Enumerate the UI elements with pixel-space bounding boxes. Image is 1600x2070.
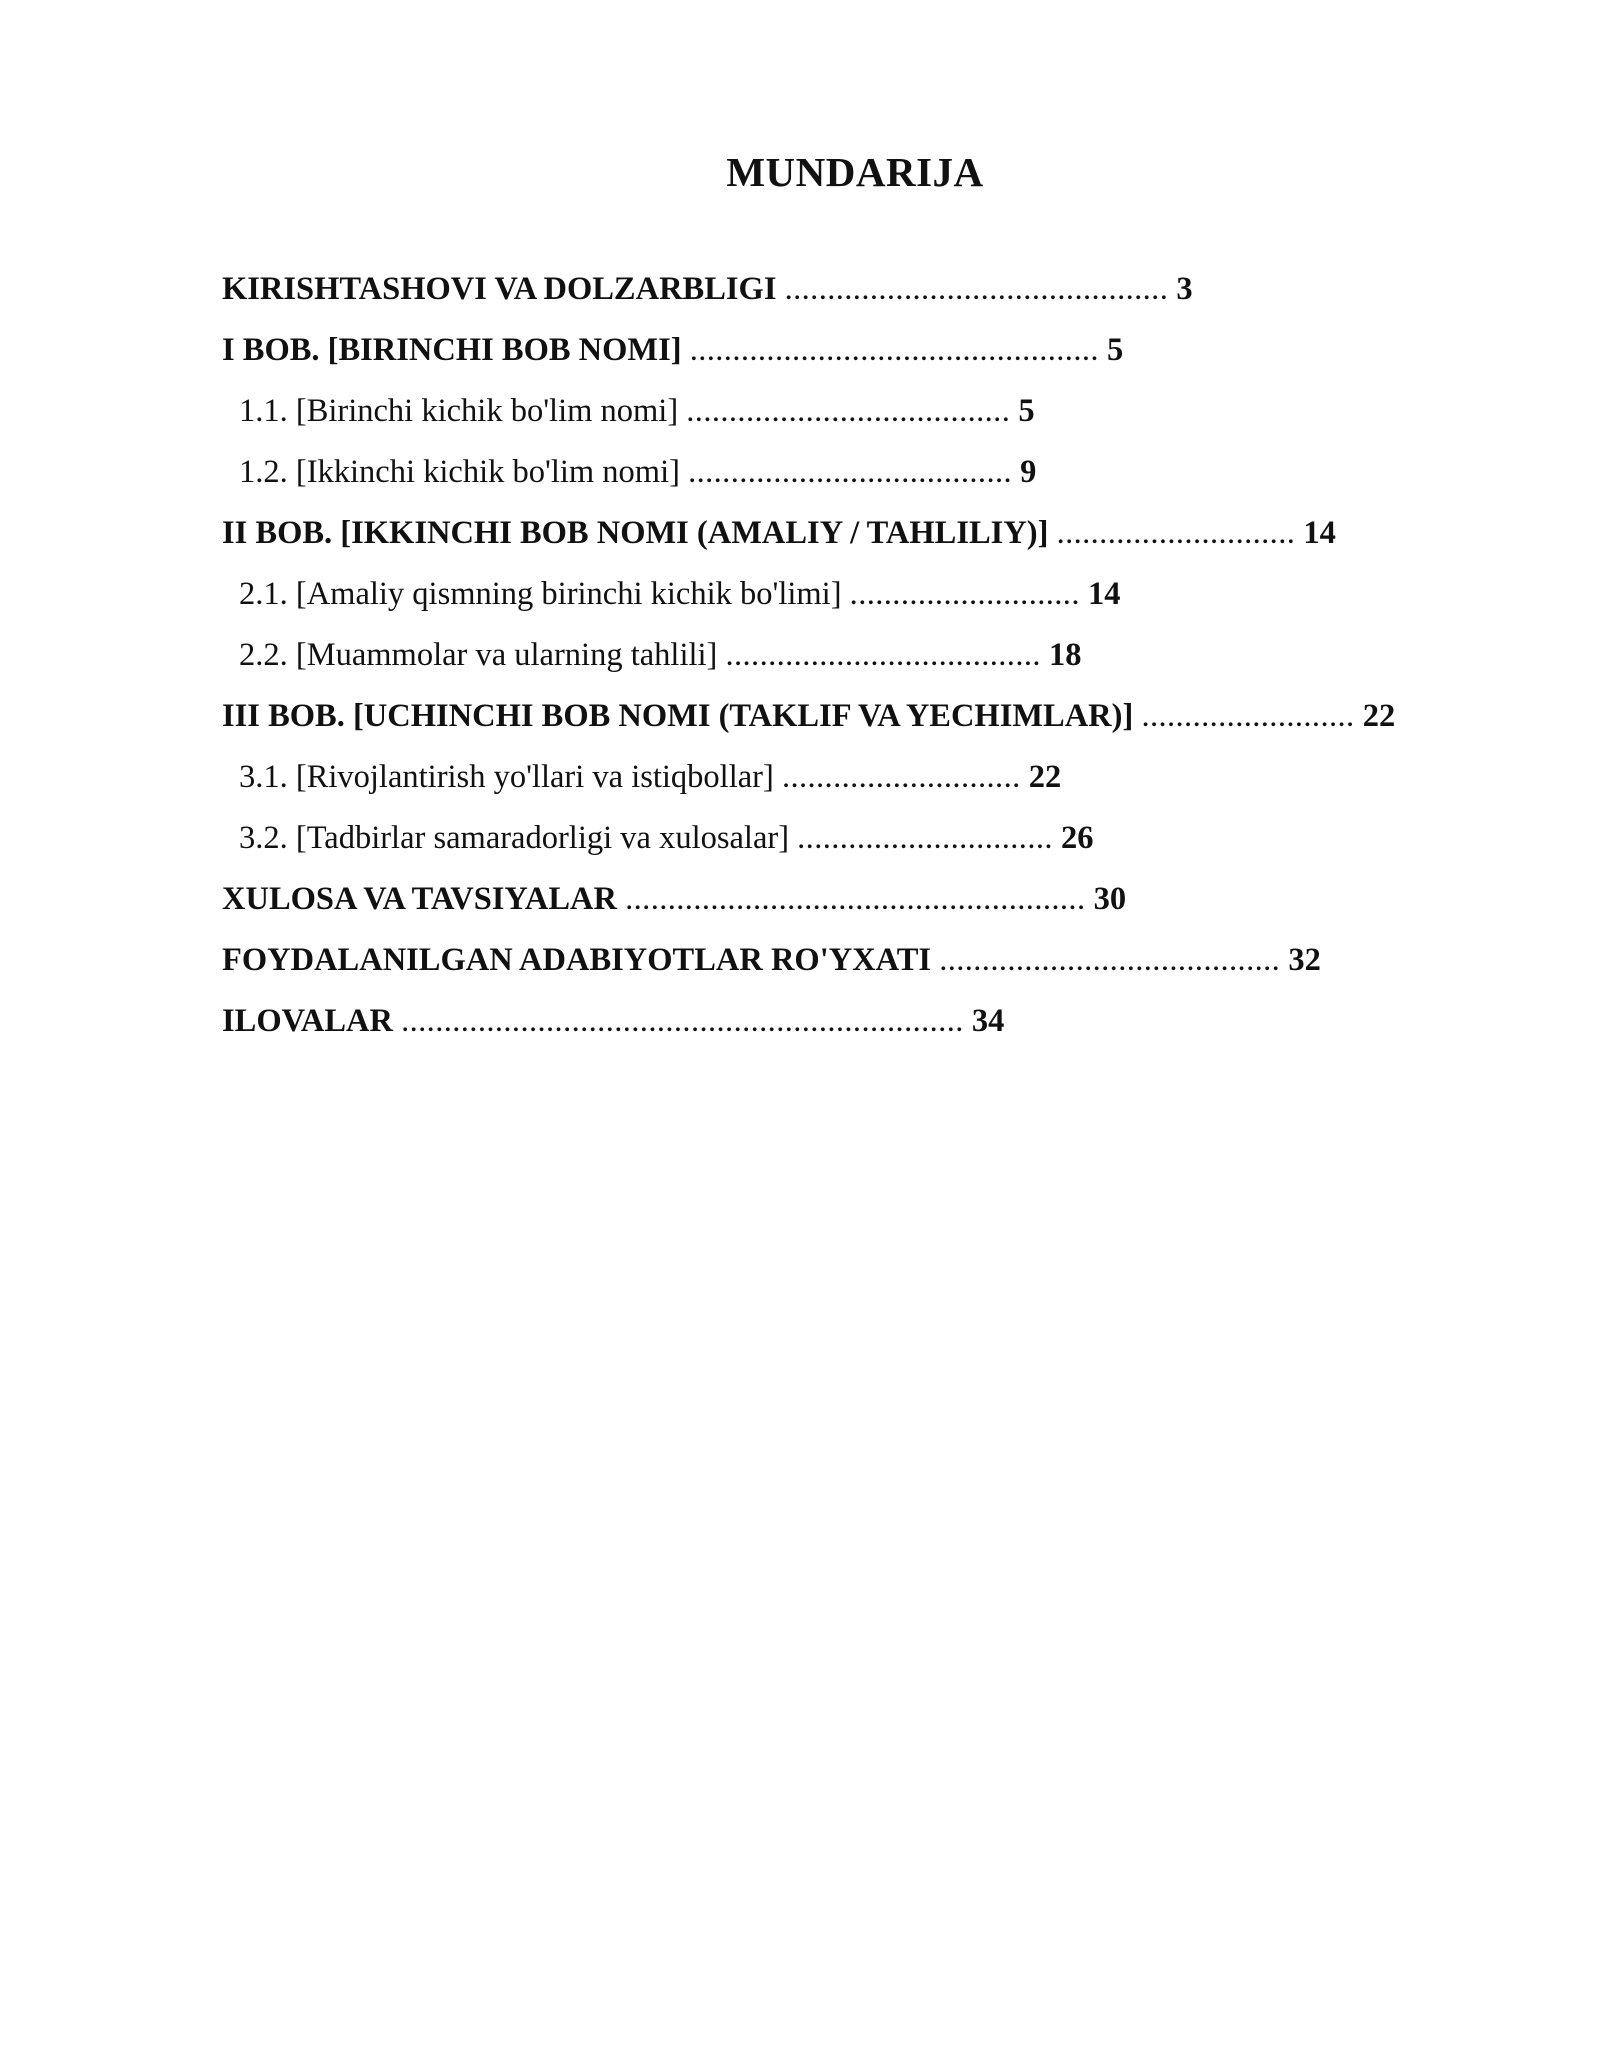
toc-entry-page-number: 26	[1061, 820, 1094, 856]
toc-entry-leader: ........................................	[939, 942, 1281, 978]
toc-entry-title: 1.2. [Ikkinchi kichik bo'lim nomi]	[239, 454, 680, 490]
toc-entry-title: ILOVALAR	[222, 1003, 393, 1039]
toc-entry	[222, 445, 1522, 506]
toc-entry-title: III BOB. [UCHINCHI BOB NOMI (TAKLIF VA YECHIMLAR)]	[222, 698, 1134, 734]
toc-entry-title: II BOB. [IKKINCHI BOB NOMI (AMALIY / TAHLILIY)]	[222, 515, 1049, 551]
toc-entry	[222, 262, 1522, 323]
toc-entry-title: 1.1. [Birinchi kichik bo'lim nomi]	[239, 393, 679, 429]
toc-entry-leader: ................................................	[689, 332, 1099, 368]
toc-entry-leader: ............................	[781, 759, 1021, 795]
toc-entry	[222, 811, 1522, 872]
toc-entry	[222, 323, 1522, 384]
page-title: MUNDARIJA	[726, 149, 984, 195]
toc-entry-page-number: 30	[1093, 881, 1127, 917]
toc-entry-leader: ......................................................	[625, 881, 1086, 917]
toc-entry-page-number: 5	[1107, 332, 1124, 368]
toc-entry-title: 3.2. [Tadbirlar samaradorligi va xulosalar]	[239, 820, 790, 856]
toc-entry-leader: .............................................	[784, 271, 1169, 307]
toc-entry-page-number: 22	[1028, 759, 1062, 795]
toc-entry-page-number: 14	[1087, 576, 1121, 612]
toc-entry-leader: ..................................................................	[401, 1003, 964, 1039]
toc-entry-leader: ............................	[1056, 515, 1296, 551]
toc-entry	[222, 384, 1522, 445]
toc-entry-page-number: 14	[1303, 515, 1336, 551]
toc-entry-page-number: 9	[1020, 454, 1037, 490]
toc-entry-page-number: 32	[1288, 942, 1321, 978]
toc-entry-page-number: 5	[1018, 393, 1035, 429]
toc-entry	[222, 567, 1522, 628]
toc-entry-leader: .........................	[1141, 698, 1355, 734]
toc-entry-page-number: 22	[1362, 698, 1396, 734]
toc-entry-title: 3.1. [Rivojlantirish yo'llari va istiqbollar]	[239, 759, 774, 795]
toc-entry-page-number: 34	[971, 1003, 1005, 1039]
toc-entry-leader: ..............................	[797, 820, 1053, 856]
toc-entry-title: FOYDALANILGAN ADABIYOTLAR RO'YXATI	[222, 942, 932, 978]
toc-entry-leader: .....................................	[725, 637, 1041, 673]
toc-entry-title: 2.1. [Amaliy qismning birinchi kichik bo'limi]	[239, 576, 842, 612]
toc-entry-leader: ...........................	[849, 576, 1080, 612]
toc-entry-title: I BOB. [BIRINCHI BOB NOMI]	[222, 332, 682, 368]
toc-entry-title: KIRISHTASHOVI VA DOLZARBLIGI	[222, 271, 777, 307]
toc-entry	[222, 506, 1522, 567]
toc-entry-page-number: 18	[1049, 637, 1082, 673]
toc-entry	[222, 994, 1522, 1055]
toc-entry-leader: ......................................	[688, 454, 1013, 490]
toc-entry	[222, 689, 1522, 750]
toc-entry	[222, 628, 1522, 689]
toc-entry-title: XULOSA VA TAVSIYALAR	[222, 881, 617, 917]
toc-entry	[222, 933, 1522, 994]
toc-entry-page-number: 3	[1176, 271, 1193, 307]
toc-entry	[222, 872, 1522, 933]
table-of-contents	[222, 262, 1522, 1055]
toc-entry-leader: ......................................	[686, 393, 1011, 429]
toc-entry	[222, 750, 1522, 811]
toc-entry-title: 2.2. [Muammolar va ularning tahlili]	[239, 637, 718, 673]
